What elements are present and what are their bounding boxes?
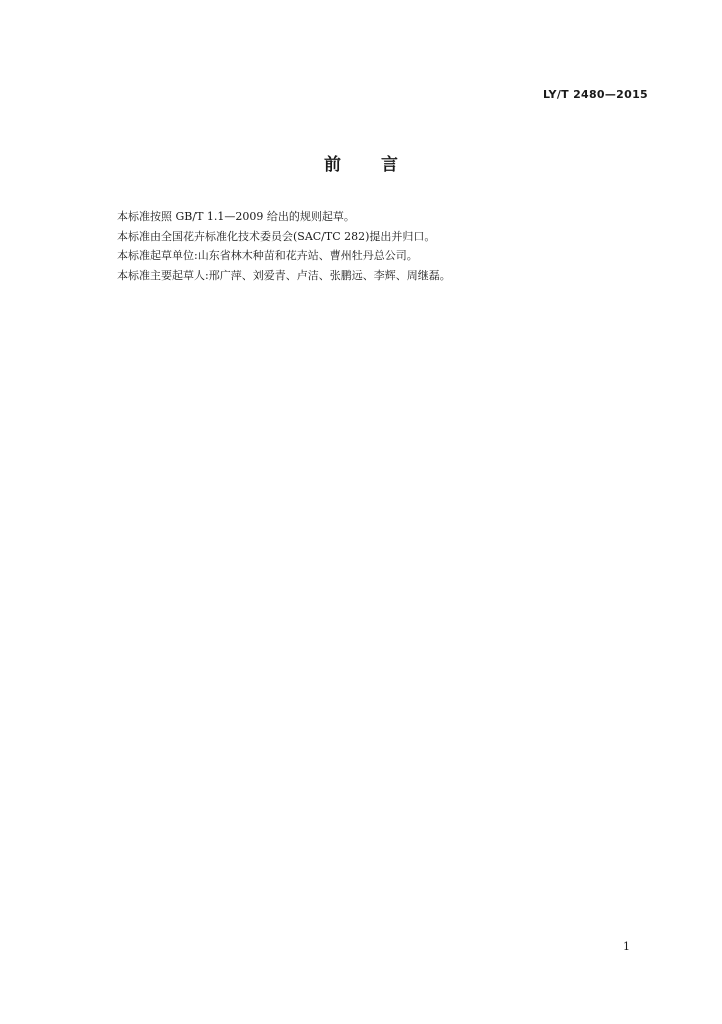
foreword-body <box>117 207 637 285</box>
standard-code: LY/T 2480—2015 <box>542 88 648 101</box>
paragraph-proposer: 本标准由全国花卉标准化技术委员会(SAC/TC 282)提出并归口。 <box>117 229 436 243</box>
page-title: 前言 <box>324 155 438 175</box>
paragraph-drafting-rules: 本标准按照 GB/T 1.1—2009 给出的规则起草。 <box>117 210 355 223</box>
paragraph-drafting-units: 本标准起草单位:山东省林木种苗和花卉站、曹州牡丹总公司。 <box>117 249 418 262</box>
page-number: 1 <box>623 940 630 953</box>
paragraph-drafters: 本标准主要起草人:邢广萍、刘爱青、卢洁、张鹏远、李辉、周继磊。 <box>117 268 451 282</box>
